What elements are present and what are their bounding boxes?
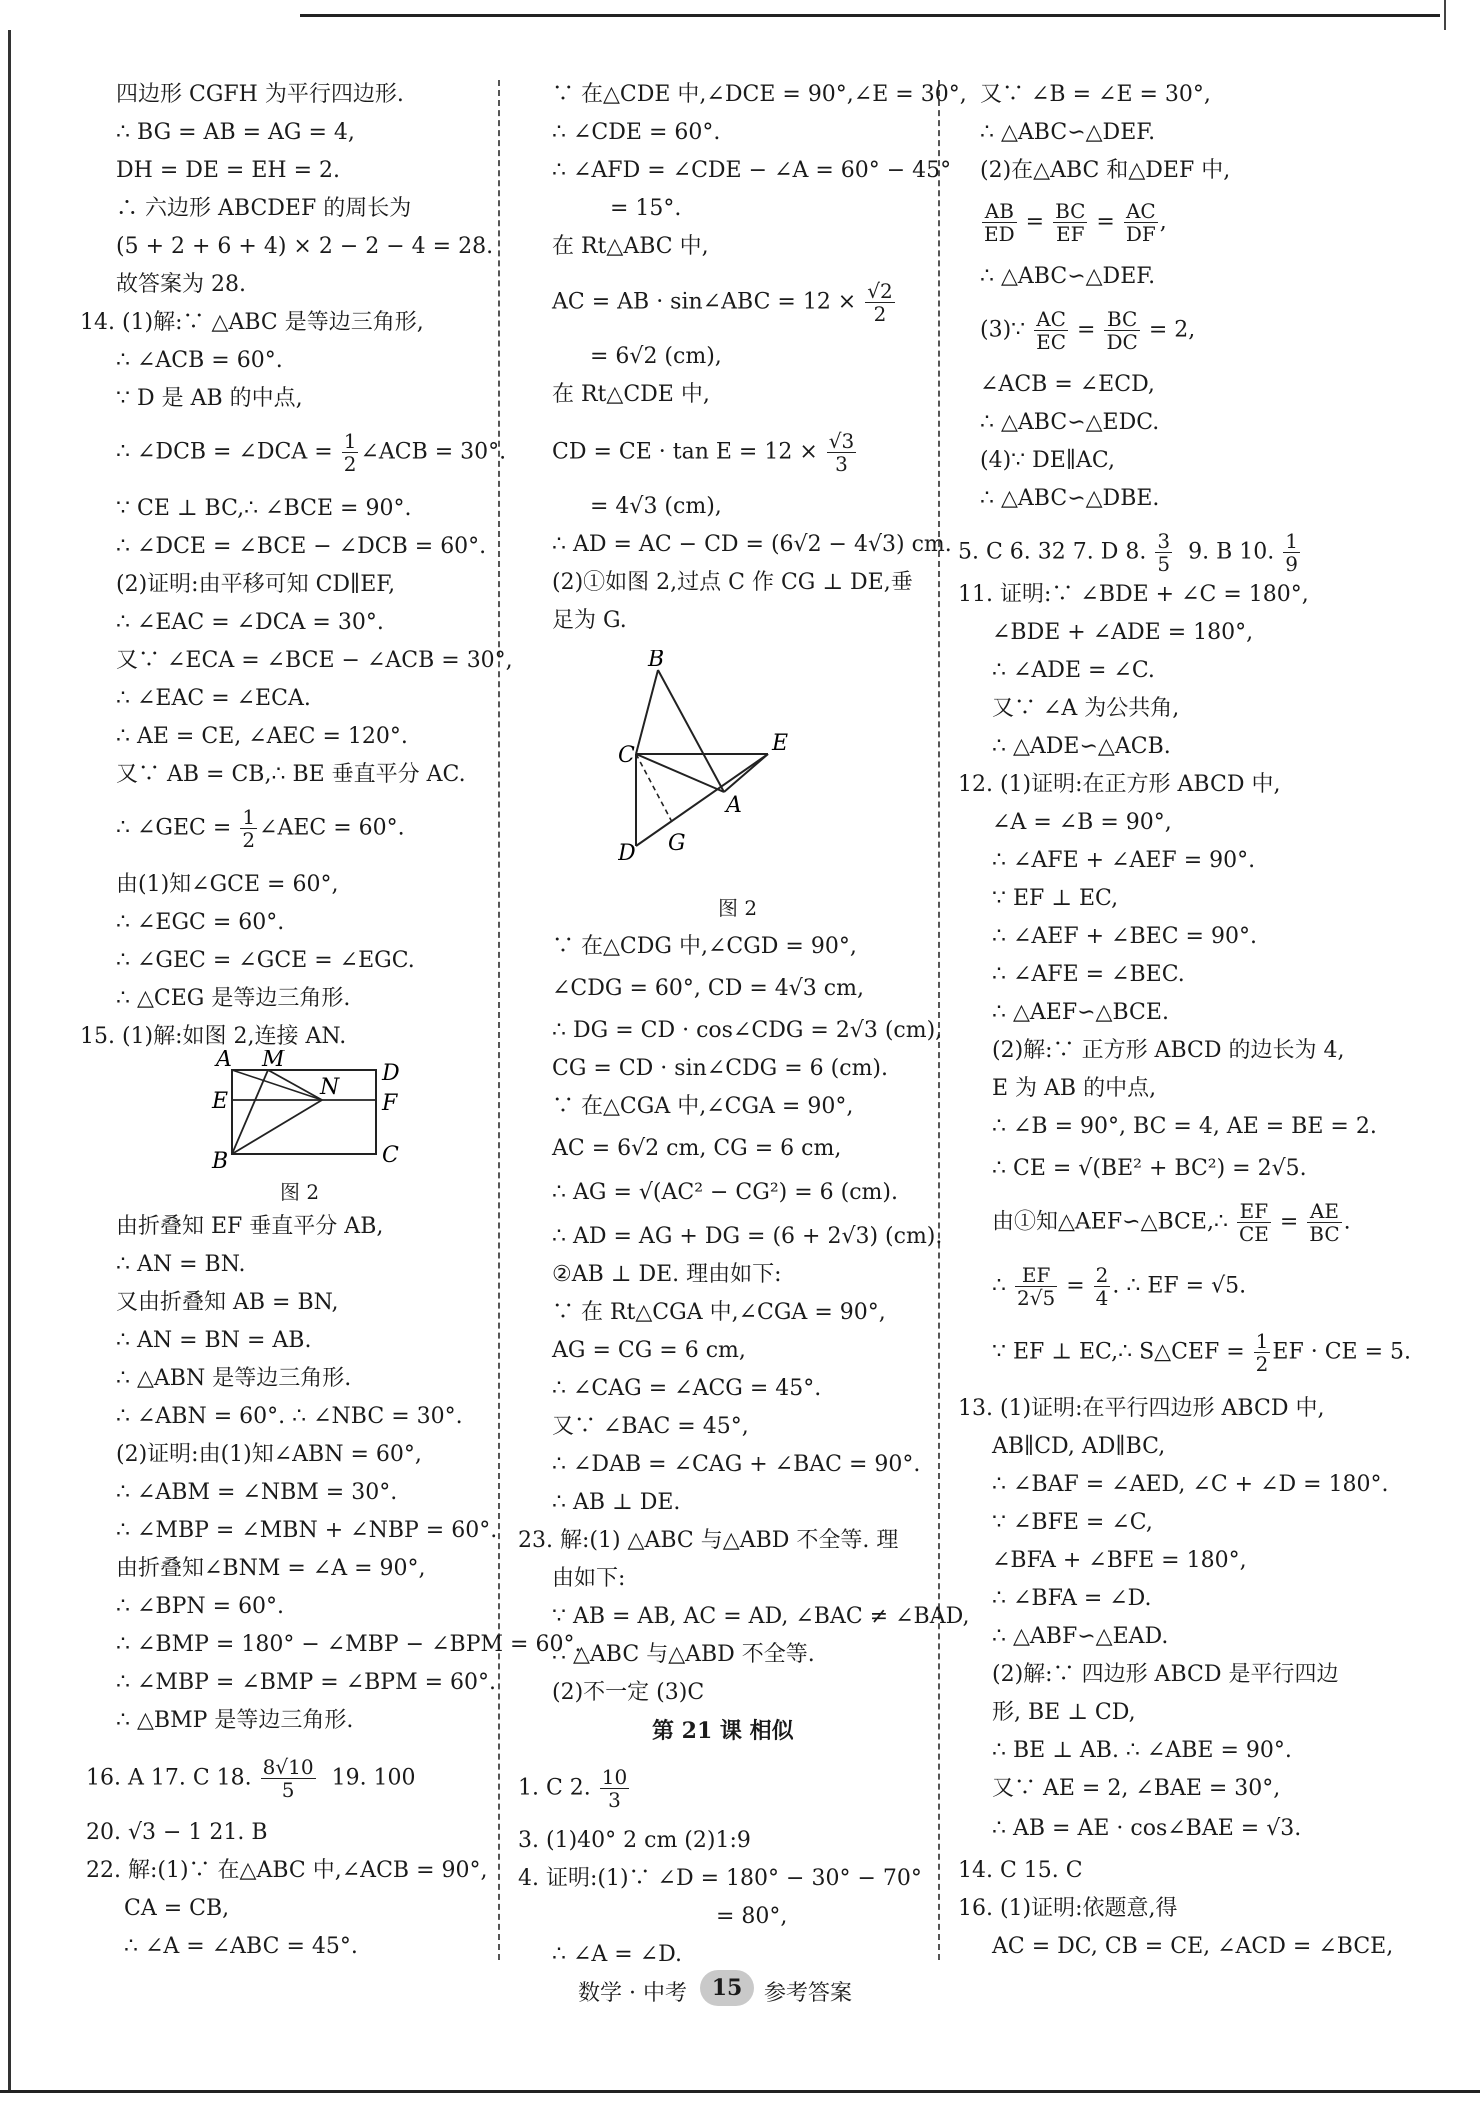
fraction: $\frac{10}{3}$ [601, 1765, 628, 1812]
text-line: 又∵ ∠A 为公共角, [992, 696, 1180, 721]
text-line: ∵ 在 Rt△CGA 中,∠CGA = 90°, [552, 1300, 886, 1325]
fraction: $\frac{1}{2}$ [343, 429, 357, 476]
point-label: M [262, 1050, 285, 1072]
text-line: ∠BDE + ∠ADE = 180°, [992, 620, 1254, 645]
text-line: ∴ △CEG 是等边三角形. [116, 986, 351, 1011]
text-line: 故答案为 28. [116, 272, 246, 297]
text-line: 由如下: [552, 1566, 626, 1591]
fold-rectangle-figure [210, 1050, 410, 1170]
text-line: ∵ D 是 AB 的中点, [116, 386, 303, 411]
fraction: $\frac{EF}{CE}$ [1238, 1199, 1269, 1246]
text-fragment: ∠ACB = 30°. [360, 439, 507, 465]
text-line: ∵ AB = AB, AC = AD, ∠BAC ≠ ∠BAD, [552, 1604, 970, 1629]
text-line: 又∵ AB = CB,∴ BE 垂直平分 AC. [116, 762, 466, 787]
top-border-line [300, 14, 1440, 17]
point-label: F [382, 1091, 398, 1116]
text-line: 20. √3 − 1 21. B [86, 1820, 268, 1845]
text-line: 23. 解:(1) △ABC 与△ABD 不全等. 理 [518, 1528, 899, 1553]
fraction: $\frac{2}{4}$ [1095, 1263, 1109, 1310]
fraction: $\frac{BC}{EF}$ [1055, 199, 1086, 246]
segment-ba [658, 670, 724, 792]
text-line: 又由折叠知 AB = BN, [116, 1290, 339, 1315]
fraction: $\frac{EF}{2√5}$ [1017, 1263, 1056, 1310]
text-line: ∴ △ABC 与△ABD 不全等. [552, 1642, 815, 1667]
text-line: ∴ ∠EGC = 60°. [116, 910, 285, 935]
text-line: AG = CG = 6 cm, [552, 1338, 746, 1363]
point-label: D [382, 1061, 400, 1086]
text-line: (2)在△ABC 和△DEF 中, [980, 158, 1231, 183]
text-line: ∴ ∠BFA = ∠D. [992, 1586, 1152, 1611]
text-line: (2)解:∵ 四边形 ABCD 是平行四边 [992, 1662, 1339, 1687]
text-line: ∠ACB = ∠ECD, [980, 372, 1155, 397]
text-line: ∴ AN = BN. [116, 1252, 246, 1277]
text-line: ∴ ∠MBP = ∠BMP = ∠BPM = 60°. [116, 1670, 497, 1695]
text-line: ∴ △ABC∽△DEF. [980, 264, 1156, 289]
text-line: 由折叠知∠BNM = ∠A = 90°, [116, 1556, 426, 1581]
text-line: 由(1)知∠GCE = 60°, [116, 872, 339, 897]
text-line: 又∵ ∠ECA = ∠BCE − ∠ACB = 30°, [116, 648, 513, 673]
fraction: $\frac{1}{2}$ [242, 805, 256, 852]
text-line: ∴ ∠GEC = ∠GCE = ∠EGC. [116, 948, 415, 973]
text-line: 22. 解:(1)∵ 在△ABC 中,∠ACB = 90°, [86, 1858, 488, 1883]
point-label: C [382, 1143, 399, 1168]
text-line: 3. (1)40° 2 cm (2)1:9 [518, 1828, 751, 1853]
text-line: CG = CD · sin∠CDG = 6 (cm). [552, 1056, 889, 1081]
text-line: $\frac{AB}{ED}$ = $\frac{BC}{EF}$ = $\frac{AC}{DF}$ , [984, 199, 1167, 246]
fraction: $\frac{1}{9}$ [1285, 529, 1298, 576]
text-line [116, 430, 506, 475]
text-fragment: 9. B 10. [1188, 539, 1282, 565]
fraction: $\frac{8√10}{5}$ [262, 1755, 314, 1802]
text-line: ∴ ∠AFE + ∠AEF = 90°. [992, 848, 1256, 873]
text-line: ∴ ∠ADE = ∠C. [992, 658, 1155, 683]
text-fragment: 由①知△AEF∽△BCE,∴ [992, 1209, 1235, 1235]
text-line: ∴ ∠A = ∠ABC = 45°. [124, 1934, 358, 1959]
text-line: = 6√2 (cm), [590, 344, 722, 369]
text-line: 4. 证明:(1)∵ ∠D = 180° − 30° − 70° [518, 1866, 922, 1891]
text-line: = 15°. [610, 196, 682, 221]
text-fragment: ∴ ∠DCB = ∠DCA = [116, 439, 340, 465]
text-line: ∴ △ABN 是等边三角形. [116, 1366, 352, 1391]
text-line: 16. (1)证明:依题意,得 [958, 1896, 1178, 1921]
text-line: ∴ △ABC∽△EDC. [980, 410, 1160, 435]
text-line: CA = CB, [124, 1896, 230, 1921]
text-fragment: ∴ EF = √5. [1126, 1273, 1247, 1299]
fraction: $\frac{AC}{EC}$ [1036, 307, 1067, 354]
point-label: A [216, 1050, 232, 1072]
text-line: ∠CDG = 60°, CD = 4√3 cm, [552, 976, 864, 1001]
text-line: ∠BFA + ∠BFE = 180°, [992, 1548, 1247, 1573]
text-line: 12. (1)证明:在正方形 ABCD 中, [958, 772, 1281, 797]
text-fragment: (3)∵ [980, 317, 1033, 343]
text-line: = 4√3 (cm), [590, 494, 722, 519]
text-line: ∵ 在△CGA 中,∠CGA = 90°, [552, 1094, 854, 1119]
figure-caption: 图 2 [718, 896, 758, 920]
fraction: $\frac{BC}{DC}$ [1106, 307, 1138, 354]
text-line: 11. 证明:∵ ∠BDE + ∠C = 180°, [958, 582, 1309, 607]
text-line: ∴ CE = √(BE² + BC²) = 2√5. [992, 1156, 1307, 1181]
bottom-border-line [0, 2090, 1480, 2093]
text-line: ∴ △AEF∽△BCE. [992, 1000, 1169, 1025]
text-line: ∴ △ABC∽△DEF. [980, 120, 1156, 145]
fraction: $\frac{3}{5}$ [1157, 529, 1171, 576]
text-line: 又∵ AE = 2, ∠BAE = 30°, [992, 1776, 1281, 1801]
text-line: ∴ ∠MBP = ∠MBN + ∠NBP = 60°. [116, 1518, 498, 1543]
text-line: E 为 AB 的中点, [992, 1076, 1157, 1101]
text-fragment: ∠AEC = 60°. [259, 815, 405, 841]
text-line: ∴ ∠CDE = 60°. [552, 120, 721, 145]
text-fragment: EF · CE = 5. [1272, 1339, 1411, 1365]
text-line: ∴ ∠BMP = 180° − ∠MBP − ∠BPM = 60°. [116, 1632, 582, 1657]
right-border-line [1444, 0, 1446, 30]
text-line: ∠A = ∠B = 90°, [992, 810, 1172, 835]
text-line: ∴ AB = AE · cos∠BAE = √3. [992, 1816, 1302, 1841]
text-line: 形, BE ⊥ CD, [992, 1700, 1136, 1725]
text-line: ∴ △BMP 是等边三角形. [116, 1708, 354, 1733]
segment-de [636, 754, 768, 846]
text-fragment: CD = CE · tan E = 12 × [552, 439, 825, 465]
text-fragment: = 2, [1141, 317, 1196, 343]
text-fragment: ∵ EF ⊥ EC,∴ S△CEF = [992, 1339, 1252, 1365]
text-line: 足为 G. [552, 608, 627, 633]
text-line: ∴ ∠DCE = ∠BCE − ∠DCB = 60°. [116, 534, 487, 559]
point-label: E [772, 731, 789, 756]
text-line: ∵ ∠BFE = ∠C, [992, 1510, 1153, 1535]
text-line: 14. (1)解:∵ △ABC 是等边三角形, [80, 310, 424, 335]
text-line: ∵ CE ⊥ BC,∴ ∠BCE = 90°. [116, 496, 412, 521]
fraction: $\frac{AB}{ED}$ [984, 199, 1015, 246]
text-line: ②AB ⊥ DE. 理由如下: [552, 1262, 782, 1287]
point-label: D [618, 841, 636, 866]
text-line: ∴ ∠DAB = ∠CAG + ∠BAC = 90°. [552, 1452, 921, 1477]
text-line: ∴ $\frac{EF}{2√5}$ = $\frac{2}{4}$ . ∴ EF = √5. [992, 1263, 1247, 1310]
text-line: (2)解:∵ 正方形 ABCD 的边长为 4, [992, 1038, 1345, 1063]
text-line: 由折叠知 EF 垂直平分 AB, [116, 1214, 384, 1239]
text-line: (2)证明:由(1)知∠ABN = 60°, [116, 1442, 422, 1467]
point-label: G [668, 831, 686, 856]
column-separator [498, 80, 500, 1960]
text-line: ∴ BE ⊥ AB. ∴ ∠ABE = 90°. [992, 1738, 1292, 1763]
text-line: 15. (1)解:如图 2,连接 AN. [80, 1024, 347, 1049]
point-label: E [212, 1089, 229, 1114]
text-line: ∵ 在△CDG 中,∠CGD = 90°, [552, 934, 857, 959]
text-line: ∴ AG = √(AC² − CG²) = 6 (cm). [552, 1180, 898, 1205]
text-line: ∴ ∠ABM = ∠NBM = 30°. [116, 1480, 398, 1505]
text-line [552, 280, 897, 325]
figure-caption: 图 2 [280, 1180, 320, 1204]
text-line: (5 + 2 + 6 + 4) × 2 − 2 − 4 = 28. [116, 234, 494, 259]
point-label: B [648, 650, 665, 672]
text-line: ∴ BG = AB = AG = 4, [116, 120, 355, 145]
text-line [958, 530, 1302, 575]
text-fragment: 5. C 6. 32 7. D 8. [958, 539, 1154, 565]
text-fragment: 16. A 17. C 18. [86, 1765, 259, 1791]
text-line: ∴ ∠BAF = ∠AED, ∠C + ∠D = 180°. [992, 1472, 1389, 1497]
text-line [116, 806, 405, 851]
text-line: DH = DE = EH = 2. [116, 158, 341, 183]
section-title: 第 21 课 相似 [652, 1718, 794, 1744]
text-line: ∴ 六边形 ABCDEF 的周长为 [116, 196, 412, 221]
text-line [86, 1756, 416, 1801]
segment-bc [636, 670, 658, 754]
text-fragment: AC = AB · sin∠ABC = 12 × [552, 289, 864, 315]
segment-bn [232, 1100, 322, 1154]
page-number: 15 [700, 1970, 754, 2006]
text-line: 在 Rt△CDE 中, [552, 382, 710, 407]
text-line: ∴ △ABC∽△DBE. [980, 486, 1160, 511]
text-line: 四边形 CGFH 为平行四边形. [116, 82, 404, 107]
point-label: C [618, 743, 635, 768]
page-footer [578, 1970, 878, 2010]
text-line [552, 430, 858, 475]
text-line: ∴ ∠A = ∠D. [552, 1942, 683, 1967]
text-line: (2)不一定 (3)C [552, 1680, 705, 1705]
text-line: = 80°, [716, 1904, 788, 1929]
fraction: $\frac{√3}{3}$ [828, 429, 855, 476]
point-label: B [212, 1149, 229, 1170]
text-line [518, 1766, 631, 1811]
text-line: ∴ ∠AEF + ∠BEC = 90°. [992, 924, 1257, 949]
text-line: 由①知△AEF∽△BCE,∴ $\frac{EF}{CE}$ = $\frac{AE}{BC}$ . [992, 1199, 1351, 1246]
text-line: 又∵ ∠BAC = 45°, [552, 1414, 749, 1439]
text-line: AC = 6√2 cm, CG = 6 cm, [552, 1136, 842, 1161]
text-line: ∴ △ADE∽△ACB. [992, 734, 1171, 759]
text-fragment: 1. C 2. [518, 1775, 598, 1801]
text-line: ∴ ∠AFD = ∠CDE − ∠A = 60° − 45° [552, 158, 952, 183]
text-line: ∴ ∠AFE = ∠BEC. [992, 962, 1185, 987]
text-line: (2)证明:由平移可知 CD∥EF, [116, 572, 396, 597]
text-line: (4)∵ DE∥AC, [980, 448, 1115, 473]
text-line: ∴ ∠CAG = ∠ACG = 45°. [552, 1376, 822, 1401]
text-line: ∴ ∠EAC = ∠ECA. [116, 686, 311, 711]
segment-bm [232, 1070, 268, 1154]
text-line: ∴ AD = AG + DG = (6 + 2√3) (cm). [552, 1224, 943, 1249]
footer-subject: 数学 · 中考 [578, 1981, 687, 2006]
text-line: ∵ 在△CDE 中,∠DCE = 90°,∠E = 30°, [552, 82, 967, 107]
left-border-line [8, 30, 11, 2090]
text-line: ∴ ∠ABN = 60°. ∴ ∠NBC = 30°. [116, 1404, 463, 1429]
text-line: ∵ EF ⊥ EC, [992, 886, 1119, 911]
text-line: ∴ AD = AC − CD = (6√2 − 4√3) cm. [552, 532, 952, 557]
fraction: $\frac{1}{2}$ [1255, 1329, 1269, 1376]
text-line: 又∵ ∠B = ∠E = 30°, [980, 82, 1211, 107]
text-line: ∴ AN = BN = AB. [116, 1328, 312, 1353]
point-label: A [726, 793, 742, 818]
text-line: 在 Rt△ABC 中, [552, 234, 709, 259]
text-line: ∴ AB ⊥ DE. [552, 1490, 681, 1515]
triangle-figure-2 [618, 650, 878, 870]
text-line: 13. (1)证明:在平行四边形 ABCD 中, [958, 1396, 1325, 1421]
text-line: ∴ ∠B = 90°, BC = 4, AE = BE = 2. [992, 1114, 1377, 1139]
text-line: ∴ DG = CD · cos∠CDG = 2√3 (cm), [552, 1018, 943, 1043]
text-line: ∴ ∠BPN = 60°. [116, 1594, 285, 1619]
segment-cg-dashed [636, 754, 672, 822]
text-fragment: ∴ [992, 1273, 1013, 1299]
text-line: ∴ ∠EAC = ∠DCA = 30°. [116, 610, 384, 635]
fraction: $\frac{AE}{BC}$ [1309, 1199, 1340, 1246]
text-line: (3)∵ $\frac{AC}{EC}$ = $\frac{BC}{DC}$ = 2, [980, 307, 1196, 354]
text-line: ∴ AE = CE, ∠AEC = 120°. [116, 724, 408, 749]
text-line: ∴ ∠ACB = 60°. [116, 348, 283, 373]
text-line: ∴ △ABF∽△EAD. [992, 1624, 1169, 1649]
text-line: AC = DC, CB = CE, ∠ACD = ∠BCE, [992, 1934, 1394, 1959]
fraction: $\frac{AC}{DF}$ [1125, 199, 1156, 246]
footer-label: 参考答案 [764, 1981, 853, 2006]
point-label: N [320, 1075, 340, 1100]
text-line [992, 1330, 1411, 1375]
text-fragment: 19. 100 [331, 1765, 416, 1791]
fraction: $\frac{√2}{2}$ [867, 279, 893, 326]
text-line: 14. C 15. C [958, 1858, 1083, 1883]
text-fragment: ∴ ∠GEC = [116, 815, 239, 841]
text-line: (2)①如图 2,过点 C 作 CG ⊥ DE,垂 [552, 570, 913, 595]
segment-ca [636, 754, 724, 792]
text-line: AB∥CD, AD∥BC, [992, 1434, 1166, 1459]
